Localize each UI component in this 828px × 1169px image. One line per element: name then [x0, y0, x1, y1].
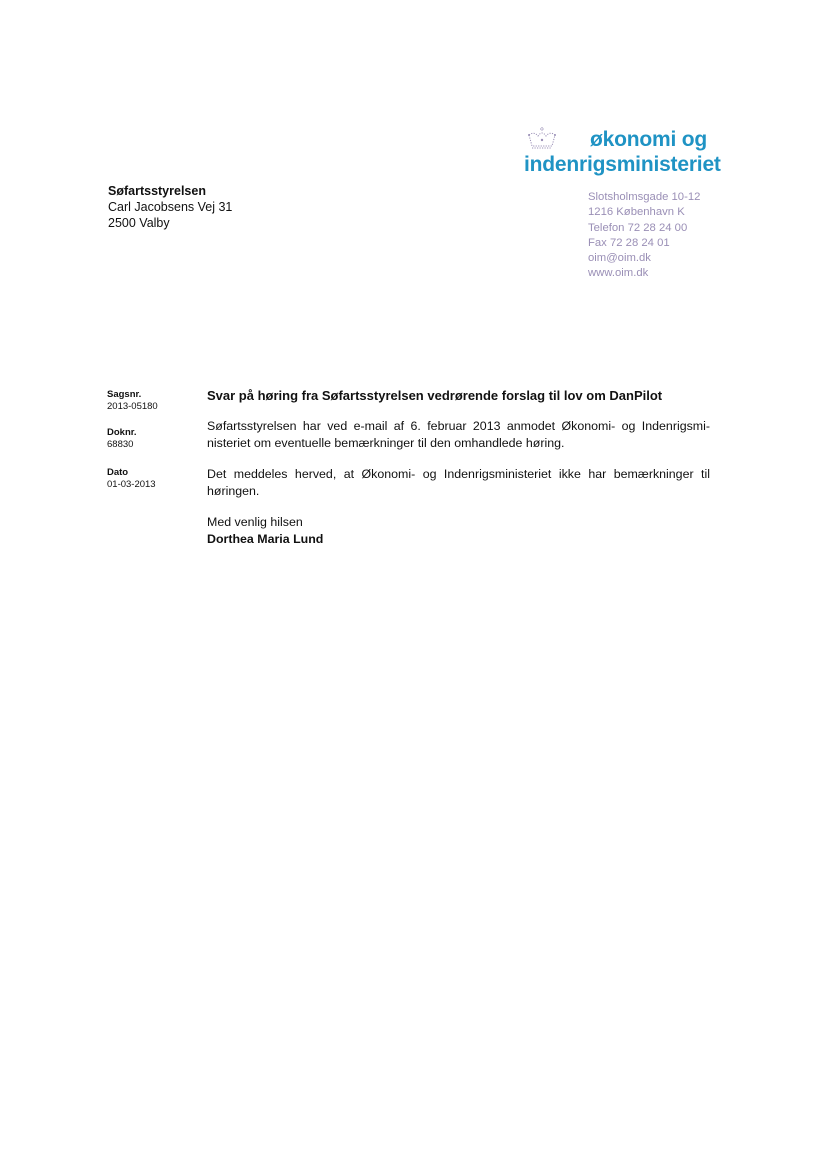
recipient-address-block [108, 183, 232, 231]
case-number-block [107, 389, 158, 412]
sender-phone: Telefon 72 28 24 00 [588, 221, 688, 234]
sender-address: Slotsholmsgade 10-12 [588, 191, 701, 203]
document-number-label: Doknr. [107, 427, 137, 438]
date-label: Dato [107, 467, 129, 478]
case-number-label: Sagsnr. [107, 389, 142, 400]
sender-city: 1216 København K [588, 206, 685, 219]
recipient-name: Søfartsstyrelsen [108, 184, 206, 198]
sender-email-link[interactable]: oim@oim.dk [588, 252, 651, 265]
logo-wordmark-line2: indenrigsministeriet [524, 153, 721, 176]
sender-website-link[interactable]: www.oim.dk [588, 267, 649, 280]
letter-paragraph-2: Det meddeles herved, at Økonomi- og Indenrigsministeriet ikke har bemærkninger til høringen. [207, 467, 710, 498]
letter-paragraph-1: Søfartsstyrelsen har ved e-mail af 6. februar 2013 anmodet Økonomi- og Indenrigsministeriet om eventuelle bemærkninger til den omhandlede høring. [207, 419, 710, 450]
crown-icon [525, 126, 559, 152]
logo-wordmark-line1: økonomi og [590, 128, 707, 151]
signature-name: Dorthea Maria Lund [207, 532, 324, 546]
recipient-city: 2500 Valby [108, 216, 170, 230]
sender-fax: Fax 72 28 24 01 [588, 236, 670, 249]
document-number-block [107, 427, 137, 450]
date-value: 01-03-2013 [107, 479, 156, 490]
letter-subject: Svar på høring fra Søfartsstyrelsen vedrørende forslag til lov om DanPilot [207, 388, 663, 403]
case-number-value: 2013-05180 [107, 401, 158, 412]
document-number-value: 68830 [107, 439, 134, 450]
date-block [107, 467, 156, 490]
closing-greeting: Med venlig hilsen [207, 515, 303, 529]
letter-closing [207, 514, 323, 548]
sender-contact-block [588, 190, 700, 282]
recipient-street: Carl Jacobsens Vej 31 [108, 200, 233, 214]
